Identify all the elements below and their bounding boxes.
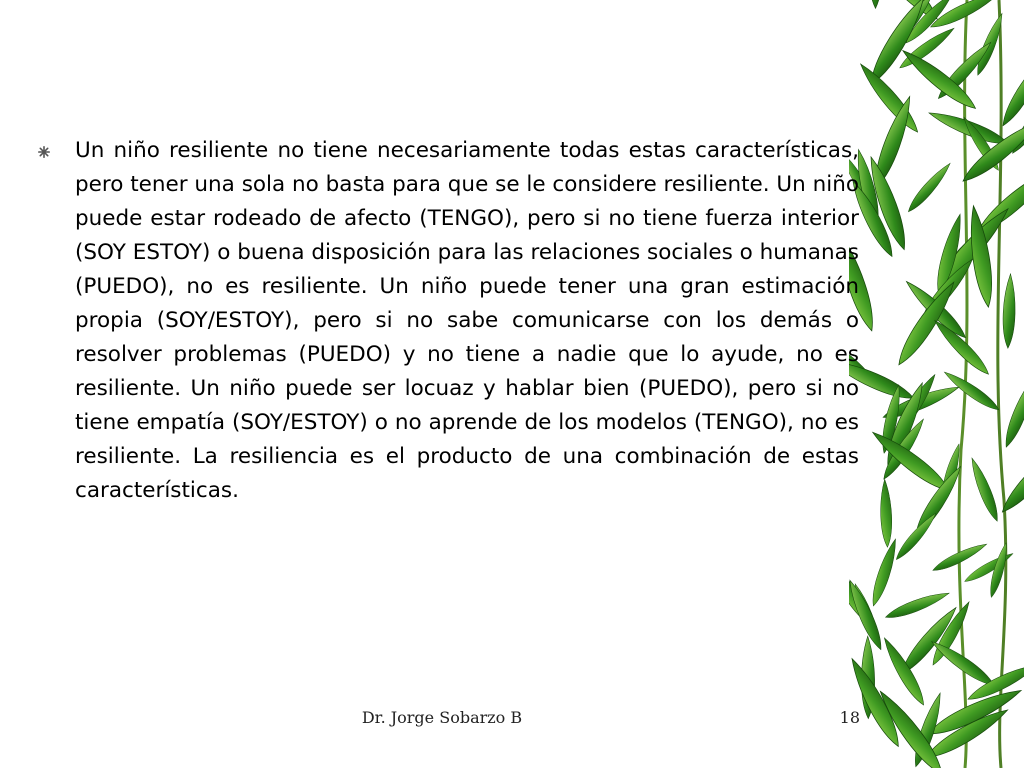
bamboo-leaves-decoration xyxy=(849,0,1024,768)
page-number: 18 xyxy=(839,708,860,727)
bamboo-leaf xyxy=(868,0,882,8)
bamboo-leaf xyxy=(898,45,980,114)
bamboo-leaf xyxy=(905,160,954,215)
bamboo-leaf xyxy=(893,510,940,563)
bamboo-leaf xyxy=(1002,274,1016,349)
bamboo-leaf xyxy=(884,588,951,622)
bamboo-leaf xyxy=(1001,374,1024,449)
bamboo-leaf xyxy=(967,456,1002,523)
body-paragraph: Un niño resiliente no tiene necesariamente todas estas características, pero tener una sola no basta para que se le considere resiliente. Un niño puede estar rodeado de afecto (TENGO), pero si no tiene fuerza interior (SOY ESTOY) o buena disposición para las relaciones sociales o humanas (PUEDO), no es resiliente. Un niño puede tener una gran estimación propia (SOY/ESTOY), pero si no sabe comunicarse con los demás o resolver problemas (PUEDO) y no tiene a nadie que lo ayude, no es resiliente. Un niño puede ser locuaz y hablar bien (PUEDO), pero si no tiene empatía (SOY/ESTOY) o no aprende de los modelos (TENGO), no es resiliente. La resiliencia es el producto de una combinación de estas características. xyxy=(75,138,859,503)
asterisk-bullet-icon xyxy=(38,146,50,158)
footer-author: Dr. Jorge Sobarzo B xyxy=(361,708,523,727)
bamboo-leaf xyxy=(930,316,992,378)
bamboo-leaf xyxy=(868,537,901,607)
bamboo-leaf xyxy=(849,355,917,405)
bamboo-leaf xyxy=(855,59,923,136)
bamboo-leaf xyxy=(879,479,893,547)
